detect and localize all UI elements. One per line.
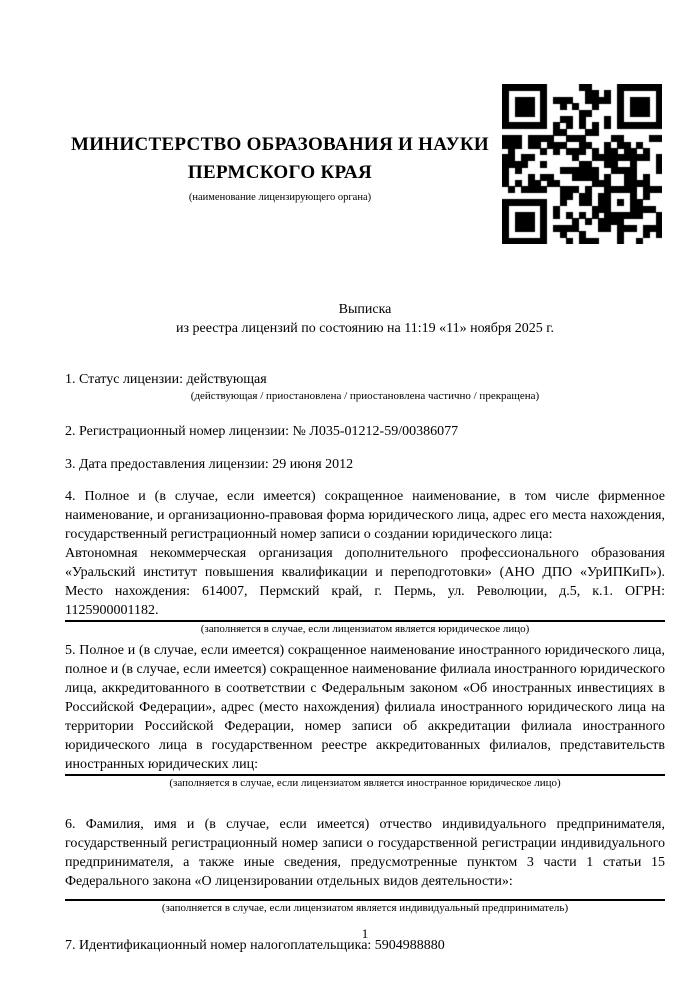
individual-entrepreneur-text: 6. Фамилия, имя и (в случае, если имеется) отчество индивидуального предпринимателя, государственный регистрационный номер записи о государственной регистрации индивидуального предпринимателя, а также иные сведения, предусмотренные пунктом 3 части 1 статьи 15 Федерального закона «О лицензировании отдельных видов деятельности»: <box>65 817 665 889</box>
document-body <box>65 300 665 955</box>
item-grant-date <box>65 455 665 474</box>
item-individual-entrepreneur <box>65 815 665 915</box>
registration-number-text: 2. Регистрационный номер лицензии: № Л035-01212-59/00386077 <box>65 424 459 439</box>
item-foreign-entity <box>65 641 665 790</box>
individual-entrepreneur-note: (заполняется в случае, если лицензиатом является индивидуальный предприниматель) <box>161 902 569 914</box>
fill-in-blank <box>65 891 665 899</box>
foreign-entity-note: (заполняется в случае, если лицензиатом является иностранное юридическое лицо) <box>169 777 561 789</box>
title-line-1: Выписка <box>338 302 392 317</box>
legal-entity-text: 4. Полное и (в случае, если имеется) сокращенное наименование, в том числе фирменное наименование, и организационно-правовая форма юридического лица, адрес его места нахождения, государственный регистрационный номер записи о создании юридического лица: <box>65 489 665 542</box>
qr-code <box>502 84 662 244</box>
item-license-status <box>65 370 665 403</box>
page-number: 1 <box>361 926 369 941</box>
item-registration-number <box>65 422 665 441</box>
legal-entity-value: Автономная некоммерческая организация дополнительного профессионального образования «Уральский институт повышения квалификации и переподготовки» (АНО ДПО «УрИПКиП»). Место нахождения: 614007, Пермский край, г. Пермь, ул. Революции, д.5, к.1. ОГРН: 1125900001182. <box>65 546 665 618</box>
license-status-note: (действующая / приостановлена / приостановлена частично / прекращена) <box>190 390 540 402</box>
grant-date-text: 3. Дата предоставления лицензии: 29 июня 2012 <box>65 457 354 472</box>
licensing-authority-name: МИНИСТЕРСТВО ОБРАЗОВАНИЯ И НАУКИ ПЕРМСКОГО КРАЯ <box>70 134 490 183</box>
item-legal-entity <box>65 487 665 636</box>
document-header <box>60 131 500 204</box>
license-status-text: 1. Статус лицензии: действующая <box>65 372 267 387</box>
title-line-2: из реестра лицензий по состоянию на 11:19 «11» ноября 2025 г. <box>176 321 554 336</box>
taxpayer-number-text: 7. Идентификационный номер налогоплательщика: 5904988880 <box>65 938 445 953</box>
legal-entity-note: (заполняется в случае, если лицензиатом является юридическое лицо) <box>200 623 530 635</box>
licensing-authority-caption: (наименование лицензирующего органа) <box>188 192 372 203</box>
document-title <box>65 300 665 338</box>
foreign-entity-text: 5. Полное и (в случае, если имеется) сокращенное наименование иностранного юридического лица, полное и (в случае, если имеется) сокращенное наименование филиала иностранного юридического лица, аккредитованного в соответствии с Федеральным законом «Об иностранных инвестициях в Российской Федерации», адрес (место нахождения) филиала иностранного юридического лица на территории Российской Федерации, номер записи об аккредитации филиала иностранного юридического лица в государственном реестре аккредитованных филиалов, представительств иностранных юридических лиц: <box>65 643 665 772</box>
